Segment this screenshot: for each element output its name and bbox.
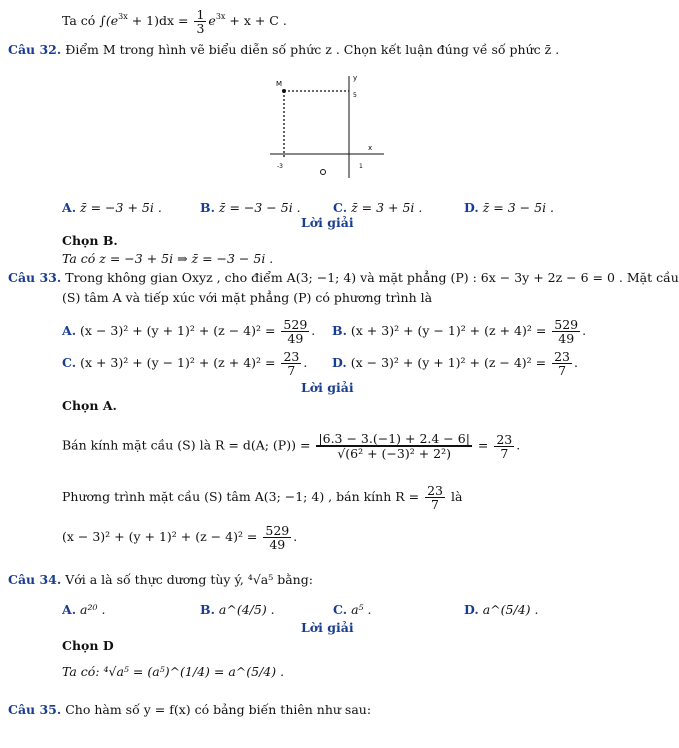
option-b[interactable]: B. a^(4/5) . — [200, 602, 275, 617]
option-c[interactable]: C. a⁵ . — [333, 602, 372, 617]
question-34: Câu 34. Với a là số thực dương tùy ý, ⁴√a⁵ bằng: — [8, 572, 313, 587]
choice: Chọn D — [62, 638, 114, 653]
question-33-line2: (S) tâm A và tiếp xúc với mặt phẳng (P) có phương trình là — [62, 290, 433, 305]
solution-title: Lời giải — [301, 380, 354, 395]
option-d[interactable]: D. a^(5/4) . — [464, 602, 539, 617]
question-32: Câu 32. Điểm M trong hình vẽ biểu diễn số phức z . Chọn kết luận đúng về số phức z̄ . — [8, 42, 560, 57]
origin-marker — [321, 170, 326, 175]
explanation: Ta có: ⁴√a⁵ = (a⁵)^(1/4) = a^(5/4) . — [62, 664, 285, 679]
option-b[interactable]: B. (x + 3)² + (y − 1)² + (z + 4)² = $\frac{529}{49}$ . — [332, 317, 587, 346]
integral-line: Ta có $\int(e^{3x} + 1)dx$ = $\frac{1}{3}$ $e^{3x} + x + C$ . — [62, 7, 287, 36]
solution-title: Lời giải — [301, 620, 354, 635]
question-35: Câu 35. Cho hàm số y = f(x) có bảng biến thiên như sau: — [8, 702, 372, 717]
option-d[interactable]: D. (x − 3)² + (y + 1)² + (z − 4)² = $\frac{23}{7}$ . — [332, 349, 578, 378]
choice: Chọn A. — [62, 398, 117, 413]
option-b[interactable]: B. z̄ = −3 − 5i . — [200, 200, 301, 215]
point-m — [282, 89, 286, 93]
option-c[interactable]: C. (x + 3)² + (y − 1)² + (z + 4)² = $\frac{23}{7}$ . — [62, 349, 308, 378]
option-a[interactable]: A. z̄ = −3 + 5i . — [62, 200, 162, 215]
y-tick-5: 5 — [353, 92, 357, 99]
x-tick-neg3: -3 — [277, 163, 283, 170]
explanation: Ta có z = −3 + 5i ⇒ z̄ = −3 − 5i . — [62, 251, 274, 266]
option-d[interactable]: D. z̄ = 3 − 5i . — [464, 200, 555, 215]
y-axis-label: y — [353, 74, 358, 82]
solution-title: Lời giải — [301, 215, 354, 230]
choice: Chọn B. — [62, 233, 118, 248]
option-a[interactable]: A. a²⁰ . — [62, 602, 106, 617]
x-axis-label: x — [368, 144, 373, 152]
equation-line: Phương trình mặt cầu (S) tâm A(3; −1; 4) , bán kính R = $\frac{23}{7}$ là — [62, 483, 463, 512]
option-a[interactable]: A. (x − 3)² + (y + 1)² + (z − 4)² = $\frac{529}{49}$ . — [62, 317, 316, 346]
final-equation: (x − 3)² + (y + 1)² + (z − 4)² = $\frac{529}{49}$ . — [62, 523, 298, 552]
point-m-label: M — [276, 80, 283, 88]
question-33: Câu 33. Trong không gian Oxyz , cho điểm A(3; −1; 4) và mặt phẳng (P) : 6x − 3y + 2z − 6 = 0 . Mặt cầu — [8, 270, 679, 285]
x-tick-1: 1 — [359, 163, 363, 170]
radius-line: Bán kính mặt cầu (S) là R = d(A; (P)) = $\frac{|6.3 - 3.(-1) + 2.4 - 6|}{\text{√(6² + (−3)² + 2²)}}$ = $\frac{23}{7}$ . — [62, 431, 521, 461]
option-c[interactable]: C. z̄ = 3 + 5i . — [333, 200, 423, 215]
complex-plane-figure — [262, 66, 392, 186]
